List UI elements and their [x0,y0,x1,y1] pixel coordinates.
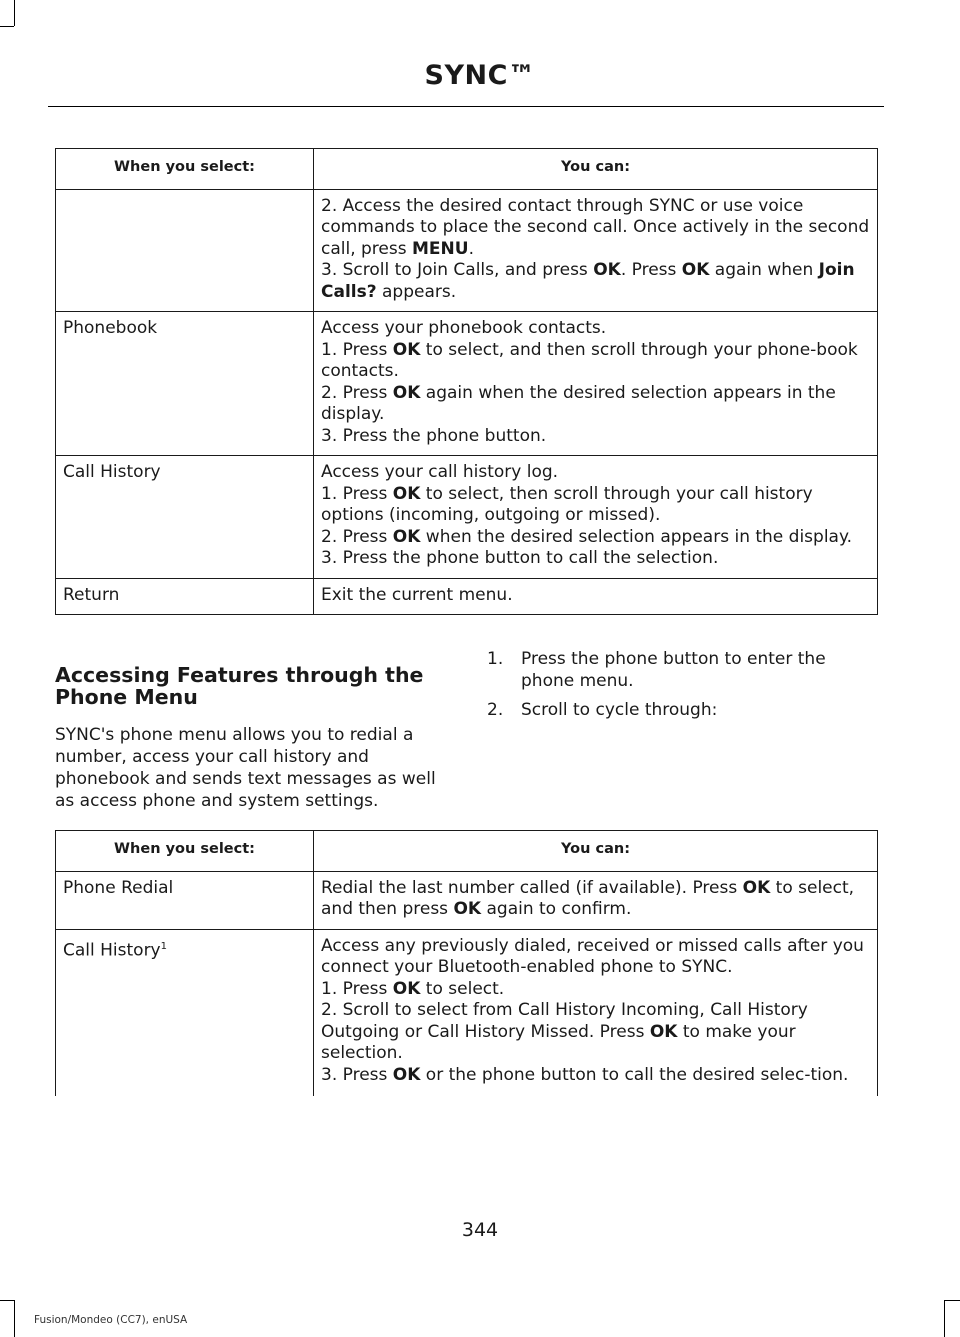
keyword: MENU [412,238,469,259]
cell-select [56,929,314,1096]
description-line [321,979,870,1001]
description-line [321,426,870,448]
step-text: Scroll to cycle through: [521,700,718,720]
text-run: again to confirm. [481,899,632,919]
crop-mark [944,1300,945,1337]
text-run: 2. Press [321,382,393,403]
crop-mark [14,0,15,26]
text-run: 3. Scroll to Join Calls, and press [321,260,594,280]
keyword: OK [392,483,421,504]
text-run: to select, and then scroll through your phone-book contacts. [321,339,858,381]
select-label: Phone Redial [63,877,174,898]
text-run: 1. Press [321,978,393,999]
select-label: Call History [63,462,161,482]
cell-description [314,929,878,1096]
table-header-row [56,149,878,190]
text-run: 1. Press [321,339,393,360]
description-line [321,484,870,527]
text-run: Exit the current menu. [321,584,513,605]
step-number: 2. [487,700,504,720]
keyword: OK [593,260,621,280]
cell-select [56,871,314,929]
description-line [321,260,870,303]
text-run: to select, and then press [321,877,855,919]
list-item [487,648,877,692]
column-header-can: You can: [314,149,878,190]
description-line [321,585,870,607]
description-line [321,318,870,340]
text-run: 2. Access the desired contact through SYNC or use voice commands to place the second call. Once actively in the second call, press [321,195,870,259]
keyword: OK [742,877,771,898]
cell-select [56,578,314,615]
text-run: again when [709,260,819,280]
description-line [321,196,870,261]
cell-select [56,312,314,456]
document-id: Fusion/Mondeo (CC7), enUSA [34,1314,188,1326]
description-line [321,383,870,426]
crop-mark [0,26,14,27]
text-run: or the phone button to call the desired selec-tion. [420,1064,849,1085]
text-run: . [468,238,474,259]
text-run: Access any previously dialed, received or missed calls after you connect your Bluetooth-enabled phone to SYNC. [321,935,864,977]
feature-table-2 [55,830,878,1096]
column-header-can: You can: [314,831,878,872]
keyword: OK [681,260,710,280]
keyword: OK [392,339,421,360]
steps-list [487,648,877,728]
page-number: 344 [461,1219,499,1241]
cell-description [314,871,878,929]
text-run: 3. Press [321,1064,393,1085]
keyword: OK [453,899,482,919]
text-run: Redial the last number called (if available). Press [321,877,743,898]
select-label: Call History [63,940,161,961]
description-line [321,1000,870,1065]
text-run: again when the desired selection appears in the display. [321,382,836,424]
text-run: Access your phonebook contacts. [321,318,607,338]
text-run: 1. Press [321,483,393,504]
header-divider [48,106,884,107]
table-header-row [56,831,878,872]
keyword: Join Calls? [321,260,855,302]
description-line [321,548,870,570]
table-row [56,312,878,456]
cell-select [56,456,314,579]
table-row [56,578,878,615]
text-run: 3. Press the phone button. [321,425,547,446]
keyword: OK [649,1021,678,1042]
text-run: to select. [420,978,505,999]
table-row [56,871,878,929]
column-header-select: When you select: [56,831,314,872]
text-run: 2. Scroll to select from Call History Incoming, Call History Outgoing or Call History Missed. Press [321,1000,808,1042]
description-line [321,340,870,383]
feature-table-1 [55,148,878,615]
page-header-title: SYNC™ [424,60,536,91]
cell-description [314,312,878,456]
text-run: Access your call history log. [321,462,559,482]
section-heading: Accessing Features through the Phone Menu [55,663,424,709]
select-label: Return [63,584,120,605]
list-item [487,699,877,721]
keyword: OK [392,978,421,999]
description-line [321,462,870,484]
description-line [321,527,870,549]
keyword: OK [392,526,421,547]
description-line [321,936,870,979]
select-label: Phonebook [63,318,158,338]
section-body-text: SYNC's phone menu allows you to redial a number, access your call history and phonebook and sends text messages as well as access phone and system settings. [55,725,436,811]
step-text: Press the phone button to enter the phone menu. [521,649,826,691]
cell-select [56,189,314,312]
description-line [321,878,870,921]
crop-mark [14,1300,15,1337]
cell-description [314,456,878,579]
footnote-marker: 1 [160,940,167,952]
text-run: to select, then scroll through your call history options (incoming, outgoing or missed). [321,483,813,525]
text-run: . Press [620,260,682,280]
table-row [56,929,878,1096]
crop-mark [945,1300,960,1301]
text-run: 3. Press the phone button to call the selection. [321,548,719,568]
keyword: OK [392,1064,421,1085]
table-row [56,456,878,579]
column-header-select: When you select: [56,149,314,190]
text-run: 2. Press [321,526,393,547]
text-run: when the desired selection appears in the display. [420,526,853,547]
text-run: to make your selection. [321,1021,796,1063]
step-number: 1. [487,649,504,669]
cell-description [314,578,878,615]
crop-mark [0,1300,14,1301]
keyword: OK [392,382,421,403]
cell-description [314,189,878,312]
text-run: appears. [376,281,457,302]
description-line [321,1065,870,1087]
table-row [56,189,878,312]
